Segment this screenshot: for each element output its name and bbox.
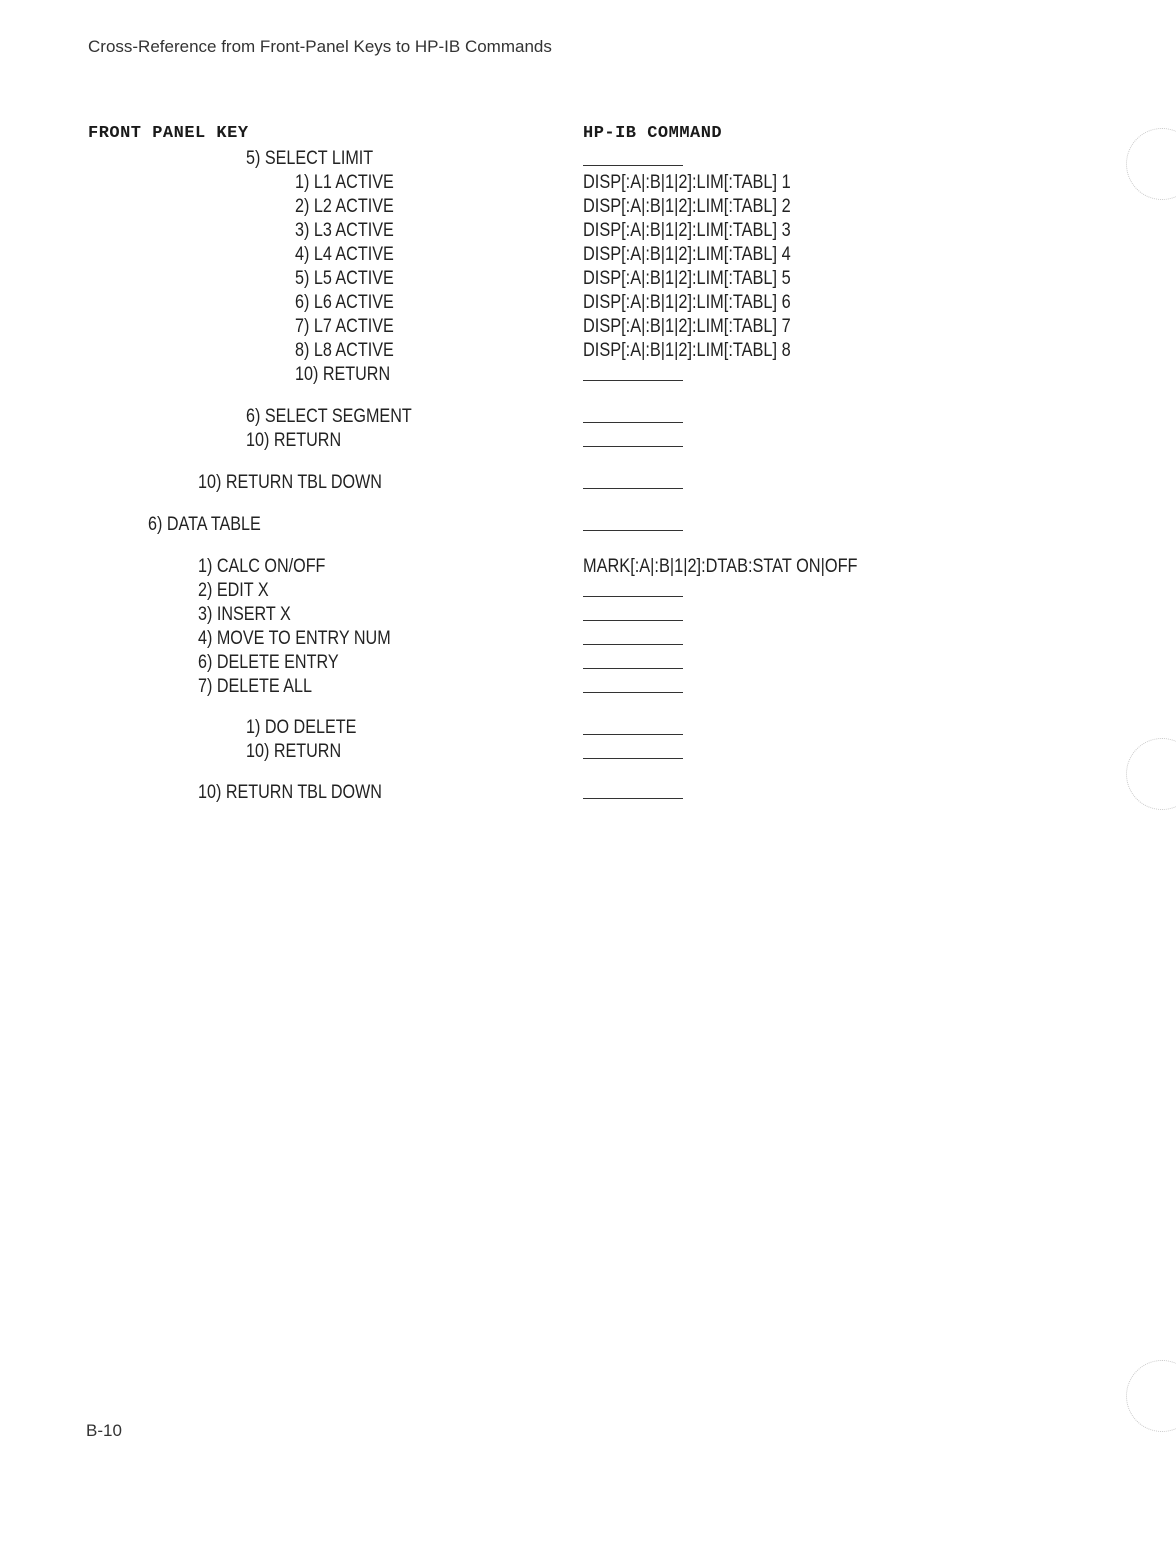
front-panel-key: 4) MOVE TO ENTRY NUM	[198, 628, 391, 649]
hpib-command: DISP[:A|:B|1|2]:LIM[:TABL] 7	[583, 316, 791, 337]
hpib-command: DISP[:A|:B|1|2]:LIM[:TABL] 1	[583, 172, 791, 193]
hpib-command: DISP[:A|:B|1|2]:LIM[:TABL] 5	[583, 268, 791, 289]
front-panel-key: 10) RETURN TBL DOWN	[198, 472, 382, 493]
front-panel-key: 7) DELETE ALL	[198, 676, 313, 697]
no-command-dash	[583, 530, 683, 531]
no-command-dash	[583, 692, 683, 693]
front-panel-key: 1) L1 ACTIVE	[295, 172, 394, 193]
no-command-dash	[583, 488, 683, 489]
column-header-front-panel-key: FRONT PANEL KEY	[88, 124, 249, 143]
front-panel-key: 10) RETURN	[246, 430, 342, 451]
no-command-dash	[583, 596, 683, 597]
no-command-dash	[583, 798, 683, 799]
no-command-dash	[583, 380, 683, 381]
front-panel-key: 6) DELETE ENTRY	[198, 652, 339, 673]
no-command-dash	[583, 668, 683, 669]
no-command-dash	[583, 644, 683, 645]
front-panel-key: 3) INSERT X	[198, 604, 291, 625]
binder-hole	[1126, 128, 1176, 200]
running-head: Cross-Reference from Front-Panel Keys to HP-IB Commands	[88, 37, 552, 56]
no-command-dash	[583, 620, 683, 621]
column-header-hpib-command: HP-IB COMMAND	[583, 124, 723, 143]
front-panel-key: 8) L8 ACTIVE	[295, 340, 394, 361]
front-panel-key: 6) SELECT SEGMENT	[246, 406, 412, 427]
hpib-command: DISP[:A|:B|1|2]:LIM[:TABL] 8	[583, 340, 791, 361]
front-panel-key: 5) L5 ACTIVE	[295, 268, 394, 289]
front-panel-key: 7) L7 ACTIVE	[295, 316, 394, 337]
front-panel-key: 4) L4 ACTIVE	[295, 244, 394, 265]
front-panel-key: 2) L2 ACTIVE	[295, 196, 394, 217]
hpib-command: DISP[:A|:B|1|2]:LIM[:TABL] 6	[583, 292, 791, 313]
front-panel-key: 3) L3 ACTIVE	[295, 220, 394, 241]
front-panel-key: 10) RETURN	[295, 364, 391, 385]
front-panel-key: 10) RETURN	[246, 741, 342, 762]
hpib-command: DISP[:A|:B|1|2]:LIM[:TABL] 4	[583, 244, 791, 265]
front-panel-key: 5) SELECT LIMIT	[246, 148, 374, 169]
front-panel-key: 1) CALC ON/OFF	[198, 556, 326, 577]
front-panel-key: 2) EDIT X	[198, 580, 269, 601]
page-number: B-10	[86, 1421, 122, 1440]
no-command-dash	[583, 446, 683, 447]
front-panel-key: 6) DATA TABLE	[148, 514, 261, 535]
hpib-command: DISP[:A|:B|1|2]:LIM[:TABL] 2	[583, 196, 791, 217]
no-command-dash	[583, 165, 683, 166]
hpib-command: MARK[:A|:B|1|2]:DTAB:STAT ON|OFF	[583, 556, 858, 577]
no-command-dash	[583, 422, 683, 423]
no-command-dash	[583, 734, 683, 735]
front-panel-key: 6) L6 ACTIVE	[295, 292, 394, 313]
binder-hole	[1126, 738, 1176, 810]
front-panel-key: 10) RETURN TBL DOWN	[198, 782, 382, 803]
no-command-dash	[583, 758, 683, 759]
front-panel-key: 1) DO DELETE	[246, 717, 357, 738]
binder-hole	[1126, 1360, 1176, 1432]
hpib-command: DISP[:A|:B|1|2]:LIM[:TABL] 3	[583, 220, 791, 241]
